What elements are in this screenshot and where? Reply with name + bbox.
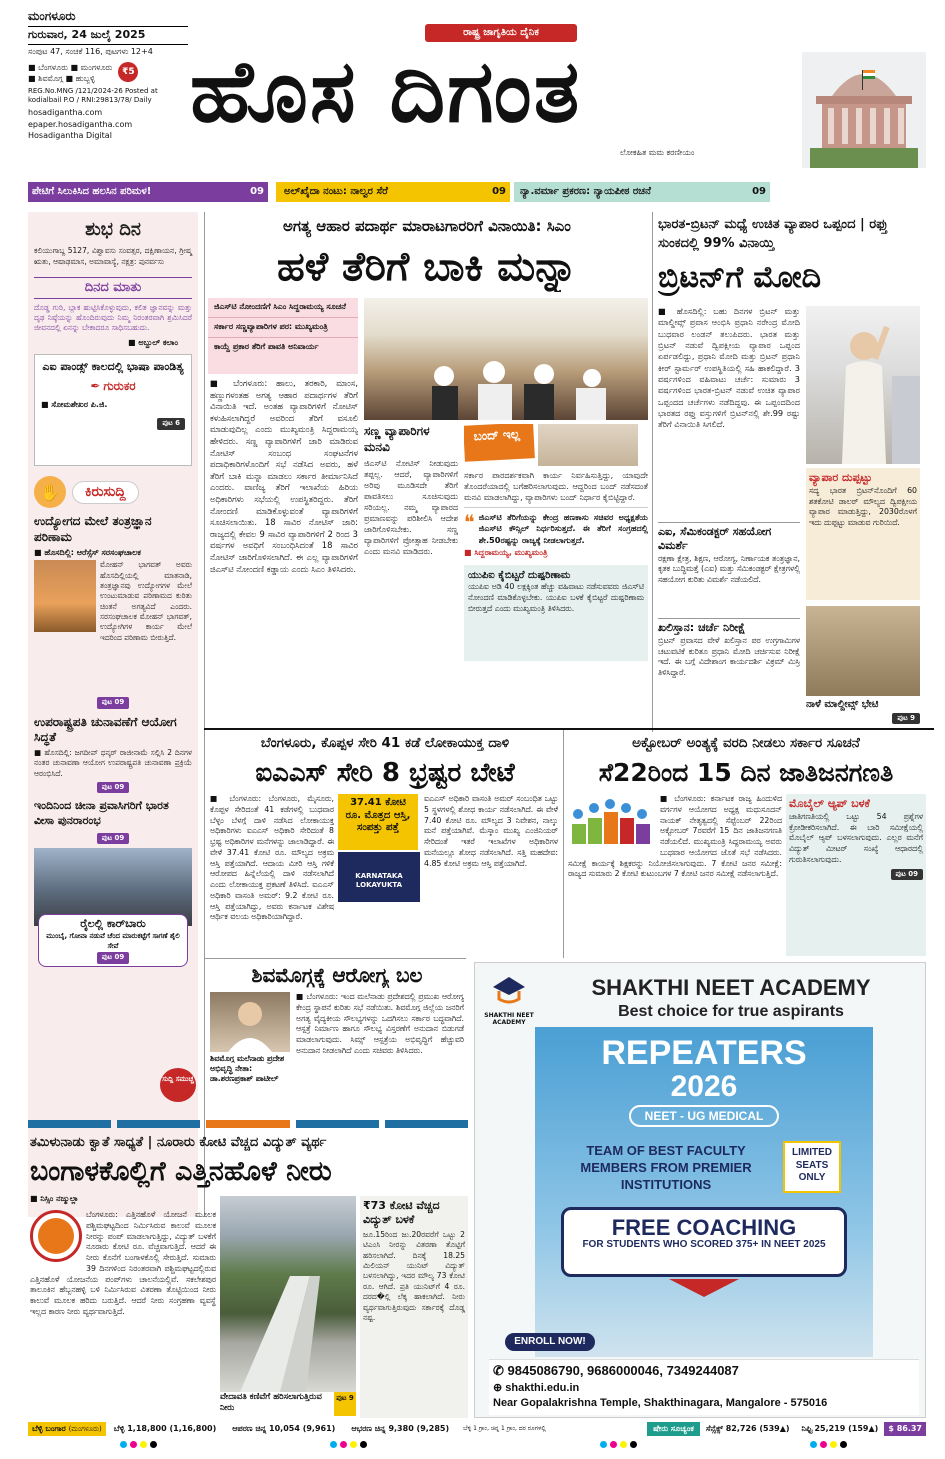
ad-year: 2026 — [670, 1070, 738, 1103]
maldives-photo — [806, 606, 920, 696]
market-strip — [28, 1422, 926, 1436]
registration-dots — [810, 1440, 870, 1450]
ad-free-sub: FOR STUDENTS WHO SCORED 375+ IN NEET 2025 — [582, 1239, 826, 1250]
census-headline: ಸೆ22ರಿಂದ 15 ದಿನ ಜಾತಿಜನಗಣತಿ — [598, 758, 894, 787]
column-author: ■ ಸೋಮಶೇಖರ ಪಿ.ಜಿ. — [41, 400, 108, 410]
power-box — [360, 1196, 468, 1418]
s2-heading: ಉಪರಾಷ್ಟ್ರಪತಿ ಚುನಾವಣೆಗೆ ಆಯೋಗ ಸಿದ್ಧತೆ — [34, 714, 177, 745]
sudhi-badge: ಸುದ್ದಿ ಸಮುಚ್ಚ — [160, 1068, 196, 1102]
ad-tagline: Best choice for true aspirants — [618, 1003, 844, 1020]
census-page: ಪುಟ 09 — [891, 869, 923, 880]
upi-text: ಯುಪಿಐ ಅಡಿ 40 ಲಕ್ಷಕ್ಕಿಂತ ಹೆಚ್ಚು ವಹಿವಾಟು ನಡೆಸುವವರು ಜಿಎಸ್‌ಟಿ ನೋಂದಣಿ ಮಾಡಿಕೊಳ್ಳಬೇಕು. ಯುಪಿಐ ಬಳಕೆ ಕೈಬಿಟ್ಟರೆ ದುಷ್ಪರಿಣಾಮ ಬೀರುತ್ತದೆ ಎಂದು ಮುಖ್ಯಮಂತ್ರಿ ತಿಳಿಸಿದರು. — [468, 582, 644, 613]
masthead-info — [28, 8, 188, 178]
dub-head: ವ್ಯಾಪಾರ ದುಪ್ಪಟ್ಟು — [809, 471, 873, 484]
teaser-link-3[interactable]: ನ್ಯಾ.ವರ್ಮಾ ಪ್ರಕರಣ: ನ್ಯಾಯಪೀಠ ರಚನೆ 09 — [514, 182, 770, 202]
loka-sign-text: KARNATAKA LOKAYUKTA — [355, 872, 403, 890]
ad-address: Near Gopalakrishna Temple, Shakthinagara, Mangalore - 575016 — [493, 1397, 828, 1410]
registration-dots — [600, 1440, 660, 1450]
cm-meeting-photo — [364, 298, 648, 420]
ai-box — [658, 522, 800, 614]
shakthi-ad[interactable] — [474, 962, 926, 1418]
ad-repeaters: REPEATERS — [601, 1034, 807, 1072]
s1-sub: ■ ಹೊಸದಿಲ್ಲಿ: ಆರೆಸ್ಸೆಸ್ ಸರಸಂಘಚಾಲಕ — [34, 547, 141, 557]
lead-body-col — [210, 378, 358, 718]
registration-dots — [120, 1440, 180, 1450]
newspaper-title: ಹೊಸ ದಿಗಂತ — [190, 42, 582, 142]
river-page: ಪುಟ 9 — [334, 1392, 356, 1416]
dub-text: ಸದ್ಯ ಭಾರತ ಬ್ರಿಟನ್‌ನೊಂದಿಗೆ 60 ಶತಕೋಟಿ ಡಾಲರ್ ಮೌಲ್ಯದ ದ್ವಿಪಕ್ಷೀಯ ವ್ಯಾಪಾರ ಮಾಡುತ್ತಿದ್ದು, 2030ರೊಳಗೆ ಇದು ದುಪ್ಪಟ್ಟು ಮಾಡುವ ಗುರಿಯಿದೆ. — [809, 485, 917, 528]
upi-head: ಯುಪಿಐ ಕೈಬಿಟ್ಟರೆ ದುಷ್ಪರಿಣಾಮ — [468, 569, 571, 581]
column-page: ಪುಟ 6 — [157, 418, 185, 429]
ai-text: ರಕ್ಷಣಾ ಕ್ಷೇತ್ರ, ಶಿಕ್ಷಣ, ಆರೋಗ್ಯ, ನಿರ್ಣಾಯಕ ತಂತ್ರಜ್ಞಾನ, ಕೃತಕ ಬುದ್ಧಿಮತ್ತೆ (ಎಐ) ಮತ್ತು ಸೆಮಿಕಂಡಕ್ಟರ್ ಕ್ಷೇತ್ರಗಳಲ್ಲಿ ಸಹಯೋಗ ಕುರಿತು ವಿಮರ್ಶೆ ನಡೆಯಲಿದೆ. — [658, 553, 800, 585]
globe-icon: ⊕ — [493, 1381, 503, 1394]
supreme-court-image — [802, 52, 926, 168]
price-badge: ₹5 — [118, 62, 138, 82]
edition-line: ■ ಬೆಂಗಳೂರು ■ ಮಂಗಳೂರು — [28, 62, 113, 72]
loka-body: ■ ಬೆಂಗಳೂರು: ಬೆಂಗಳೂರು, ಮೈಸೂರು, ಕೊಪ್ಪಳ ಸೇರಿದಂತೆ 41 ಕಡೆಗಳಲ್ಲಿ ಬುಧವಾರ ಬೆಳ್ಳಂ ಬೆಳಗ್ಗೆ ದಾಳಿ ನಡೆಸಿದ ಲೋಕಾಯುಕ್ತ ಅಧಿಕಾರಿಗಳು ಐಎಎಸ್ ಅಧಿಕಾರಿ ಸೇರಿದಂತೆ 8 ಭ್ರಷ್ಟ ಅಧಿಕಾರಿಗಳ ಮನೆಗಳನ್ನು ಜಾಲಾಡಿದ್ದಾರೆ. ಈ ವೇಳೆ 37.41 ಕೋಟಿ ರೂ. ಮೌಲ್ಯದ ಅಕ್ರಮ ಆಸ್ತಿ ಪತ್ತೆಯಾಗಿದೆ. ಆದಾಯ ಮೀರಿ ಆಸ್ತಿ ಗಳಿಕೆ ಆರೋಪದ ಹಿನ್ನೆಲೆಯಲ್ಲಿ ದಾಳಿ ನಡೆಸಲಾಗಿದೆ ಎಂದು ಲೋಕಾಯುಕ್ತ ಪ್ರಕಟಣೆ ತಿಳಿಸಿದೆ. ಐಎಎಸ್ ಅಧಿಕಾರಿ ವಾಸಂತಿ ಅಮರ್: 9.2 ಕೋಟಿ ರೂ. ಆಸ್ತಿ ಪತ್ತೆಯಾಗಿದ್ದು, ಅವರು ಕರ್ನಾಟಕ ವಿಶೇಷ ಆರ್ಥಿಕ ವಲಯ ಅಧಿಕಾರಿಯಾಗಿದ್ದಾರೆ. — [210, 794, 334, 922]
lead-headline: ಹಳೆ ತೆರಿಗೆ ಬಾಕಿ ಮನ್ನಾ — [277, 244, 577, 290]
lead-body: ■ ಬೆಂಗಳೂರು: ಹಾಲು, ತರಕಾರಿ, ಮಾಂಸ, ಹಣ್ಣುಗಳಂತಹ ಅಗತ್ಯ ಆಹಾರ ಪದಾರ್ಥಗಳ ತೆರಿಗೆ ವಿನಾಯಿತಿ ಇದೆ. ಅಂತಹ ವ್ಯಾಪಾರಿಗಳಿಗೆ ನೋಟಿಸ್ ಕಳುಹಿಸಲಾಗಿದ್ದರೆ ಅವರಿಂದ ತೆರಿಗೆ ವಸೂಲಿ ಮಾಡುವುದಿಲ್ಲ ಎಂದು ಮುಖ್ಯಮಂತ್ರಿ ಸಿದ್ದರಾಮಯ್ಯ ಹೇಳಿದರು. ಸಣ್ಣ ವ್ಯಾಪಾರಿಗಳಿಗೆ ಜಾರಿ ಮಾಡಿರುವ ನೋಟಿಸ್ ಸಂಬಂಧ ಸಂಘಟನೆಗಳ ಪದಾಧಿಕಾರಿಗಳೊಂದಿಗೆ ಸಭೆ ನಡೆಸಿದ ಅವರು, ಹಳೆ ತೆರಿಗೆ ಬಾಕಿ ಮನ್ನಾ ಮಾಡಲು ಸರ್ಕಾರ ತೀರ್ಮಾನಿಸಿದೆ ಎಂದರು. ವಾಣಿಜ್ಯ ತೆರಿಗೆ ಇಲಾಖೆಯ ಹಿರಿಯ ಅಧಿಕಾರಿಗಳು ಸಭೆಯಲ್ಲಿ ಉಪಸ್ಥಿತರಿದ್ದರು. ತೆರಿಗೆ ನೋಂದಣಿ ಮಾಡಿಕೊಳ್ಳುವಂತೆ ವ್ಯಾಪಾರಿಗಳಿಗೆ ಸೂಚಿಸಲಾಯಿತು. 18 ಸಾವಿರ ನೋಟಿಸ್ ಜಾರಿ: ರಾಜ್ಯದಲ್ಲಿ ಕೇವಲ 9 ಸಾವಿರ ವ್ಯಾಪಾರಿಗಳಿಗೆ 2 ರಿಂದ 3 ವರ್ಷಗಳ ಅವಧಿಗೆ ಸಂಬಂಧಿಸಿದಂತೆ 18 ಸಾವಿರ ನೋಟಿಸ್ ಜಾರಿಗೊಳಿಸಲಾಗಿದೆ. ಈ ಎಲ್ಲ ವ್ಯಾಪಾರಿಗಳಿಗೆ ಜಿಎಸ್‌ಟಿ ನೋಂದಣಿ ಕಡ್ಡಾಯ ಎಂದು ಸಿಎಂ ತಿಳಿಸಿದರು. — [210, 378, 358, 574]
shivamogga-body-col — [296, 992, 464, 1122]
maldives-text: ನಾಳೆ ಮಾಲ್ದೀವ್ಸ್ ಭೇಟಿ — [806, 699, 879, 710]
shubha-title: ಶುಭ ದಿನ — [85, 219, 141, 240]
rail-title: ರೈಲಲ್ಲಿ ಕಾರ್‌ಬಾರು — [80, 917, 146, 931]
kh-box — [658, 618, 800, 726]
bhagwat-photo — [34, 560, 96, 632]
vishesha-logo — [30, 1210, 82, 1262]
dollar-rate: $ 86.37 — [884, 1422, 926, 1436]
ad-name: SHAKTHI NEET ACADEMY — [591, 975, 871, 1000]
s3-page: ಪುಟ 09 — [97, 833, 129, 844]
power-text: ಜೂ.15ರಿಂದ ಜು.20ರವರೆಗೆ ಒಟ್ಟು 2 ಟಿಎಂಸಿ ನೀರನ್ನು ವಿತರಣಾ ತೊಟ್ಟಿಗೆ ಹರಿಸಲಾಗಿದೆ. ದಿನಕ್ಕೆ 18.25 ಮಿಲಿಯನ್ ಯುನಿಟ್ ವಿದ್ಯುತ್ ಬಳಸಲಾಗಿದ್ದು, ಇದರ ಮೌಲ್ಯ 73 ಕೋಟಿ ರೂ. ಆಗಿದೆ. ಪ್ರತಿ ಯುನಿಟ್‌ಗೆ 4 ರೂ. ದರದ�ಲ್ಲಿ ಲೆಕ್ಕ ಹಾಕಲಾಗಿದೆ. ನೀರು ವ್ಯರ್ಥವಾಗುತ್ತಿರುವುದು ಸರ್ಕಾರಕ್ಕೆ ದೊಡ್ಡ ನಷ್ಟ. — [363, 1229, 465, 1323]
shivamogga-headline: ಶಿವಮೊಗ್ಗಕ್ಕೆ ಆರೋಗ್ಯ ಬಲ — [251, 963, 423, 987]
ad-course: NEET - UG MEDICAL — [629, 1105, 779, 1127]
share-label: ಷೇರು ಸೂಚ್ಯಂಕ — [647, 1422, 700, 1436]
ad-contact — [489, 1359, 919, 1415]
dina-author: ■ ಅಬ್ದುಲ್ ಕಲಾಂ — [127, 337, 178, 347]
minister-photo — [210, 992, 290, 1052]
column-box — [34, 354, 192, 466]
river-byline: ■ ನಿಸ್ಸಿಂ ನಜ್ಮುಲ್ಲಾ — [30, 1194, 79, 1203]
bullet-item: ಜಿಎಸ್‌ಟಿ ನೋಂದಣಿಗೆ ಸಿಎಂ ಸಿದ್ದರಾಮಯ್ಯ ಸೂಚನೆ — [208, 298, 358, 318]
river-kicker: ತಮಿಳುನಾಡು ಕ್ವಾತೆ ಸಾಧ್ಯತೆ | ನೂರಾರು ಕೋಟಿ ವೆಚ್ಚದ ವಿದ್ಯುತ್ ವ್ಯರ್ಥ — [30, 1135, 327, 1150]
s1-text: ಮೋಹನ್ ಭಾಗವತ್ ಅವರು ಹೊಸದಿಲ್ಲಿಯಲ್ಲಿ ಮಾತನಾಡಿ, ತಂತ್ರಜ್ಞಾನವು ಉದ್ಯೋಗಗಳ ಮೇಲೆ ಉಂಟುಮಾಡುವ ಪರಿಣಾಮದ ಕುರಿತು ಚಿಂತನೆ ಅಗತ್ಯವಿದೆ ಎಂದರು. ಸರಸಂಘಚಾಲಕ ಮೋಹನ್ ಭಾಗವತ್, ಉದ್ಯೋಗಿಗಳ ಕಾರ್ಯ ಮೇಲೆ ಇದರಿಂದ ಪರಿಣಾಮ ಬೀರುತ್ತಿದೆ. — [100, 560, 192, 642]
uk-body-col — [658, 306, 800, 518]
loka-box — [338, 794, 418, 850]
census-body-col — [568, 794, 782, 956]
shivamogga-body: ■ ಬೆಂಗಳೂರು: ಇಂದ ಮಲೆನಾಡು ಪ್ರದೇಶದಲ್ಲಿ ಪ್ರಮುಖ ಆರೋಗ್ಯ ಕೇಂದ್ರ ಸ್ಥಾಪನೆ ಕುರಿತು ಸಭೆ ನಡೆಯಿತು. ಶಿವಮೊಗ್ಗ ಜಿಲ್ಲೆಯ ಜನರಿಗೆ ಅಗತ್ಯ ವೈದ್ಯಕೀಯ ಸೌಲಭ್ಯಗಳನ್ನು ಒದಗಿಸಲು ಸರ್ಕಾರ ಬದ್ಧವಾಗಿದೆ. ಆಸ್ಪತ್ರೆ ನಿರ್ಮಾಣ ಹಾಗೂ ಸೌಲಭ್ಯ ವಿಸ್ತರಣೆಗೆ ಅನುದಾನ ಬಿಡುಗಡೆ ಮಾಡಲಾಗುವುದು. ಸಿಮ್ಸ್ ಆಸ್ಪತ್ರೆಯ ಅಭಿವೃದ್ಧಿಗೆ ಹೆಚ್ಚುವರಿ ಅನುದಾನ ನೀಡಲಾಗಿದೆ ಎಂದು ಸಚಿವರು ತಿಳಿಸಿದರು. — [296, 992, 464, 1055]
nifty: ನಿಫ್ಟಿ 25,219 (159▲) — [801, 1423, 879, 1433]
gst-quote: ಜಿಎಸ್‌ಟಿ ತೆರಿಗೆಯನ್ನು ಕೇಂದ್ರ ಹಣಕಾಸು ಸಚಿವರ ಅಧ್ಯಕ್ಷತೆಯ ಜಿಎಸ್‌ಟಿ ಕೌನ್ಸಿಲ್ ನಿರ್ಧರಿಸುತ್ತದೆ. ಈ ತೆರಿಗೆ ಸಂಗ್ರಹದಲ್ಲಿ ಶೇ.50ರಷ್ಟನ್ನು ರಾಜ್ಯಕ್ಕೆ ನೀಡಲಾಗುತ್ತದೆ. — [478, 512, 648, 545]
teaser-link-2[interactable]: ಅಲ್‌ಖೈದಾ ನಂಟು: ನಾಲ್ವರ ಸೆರೆ 09 — [276, 182, 510, 202]
canal-caption: ವೇದಾವತಿ ಕಣಿವೆಗೆ ಹರಿಸಲಾಗುತ್ತಿರುವ ನೀರು — [220, 1392, 322, 1414]
pen-icon: ✒ — [90, 379, 101, 394]
s2-text: ■ ಹೊಸದಿಲ್ಲಿ: ಜಗದೀಪ್ ಧನ್ಕರ್ ರಾಜೀನಾಮೆ ಸಲ್ಲಿಸಿ 2 ದಿನಗಳ ನಂತರ ಚುನಾವಣಾ ಆಯೋಗ ಉಪರಾಷ್ಟ್ರಪತಿ ಚುನಾವಣಾ ಪ್ರಕ್ರಿಯೆ ಆರಂಭಿಸಿದೆ. — [34, 747, 192, 778]
bullet-item: ಕಾಯ್ದೆ ಪ್ರಕಾರ ತೆರಿಗೆ ಪಾವತಿ ಅನಿವಾರ್ಯ — [214, 341, 319, 351]
shivamogga-caption: ಶಿವಮೊಗ್ಗ ಮಲೆನಾಡು ಪ್ರದೇಶ ಅಭಿವೃದ್ಧಿ ನೇತಾ: ಡಾ.ಶರಣಪ್ರಕಾಶ್ ಪಾಟೀಲ್ — [210, 1054, 294, 1118]
quote-icon: ❝ — [464, 510, 475, 535]
dina-text: ದೊಡ್ಡ ಗುರಿ, ಬ್ಲಾಕ ಹುಟ್ಟಿಸಿಕೊಳ್ಳುವುದು, ಕಲಿತ ಜ್ಞಾನವನ್ನು ಮತ್ತು ದೃಢ ನಿಷ್ಠೆಯನ್ನು ಹೊಂದಿರುವುದು ನಿಮ್ಮ ನಿರಂತರವಾಗಿ ಶ್ರಮಿಸಿದರೆ ಜೀವನದಲ್ಲಿ ಏನನ್ನು ಬೇಕಾದರೂ ಸಾಧಿಸಬಹುದು. — [34, 302, 192, 333]
edition-line: ■ ಶಿವಮೊಗ್ಗ ■ ಹುಬ್ಬಳ್ಳಿ — [28, 74, 95, 84]
loka-sign-photo — [338, 852, 420, 902]
column-name: ಗುರುಕರ — [103, 379, 136, 394]
lead-sidebar — [364, 424, 458, 719]
loka-body-col — [210, 794, 334, 954]
lead-right — [464, 424, 648, 724]
ad-free: FREE COACHING — [611, 1215, 797, 1240]
gst-author: ■ ಸಿದ್ದರಾಮಯ್ಯ, ಮುಖ್ಯಮಂತ್ರಿ — [464, 548, 548, 558]
loka-body2: ಐಎಎಸ್ ಅಧಿಕಾರಿ ವಾಸಂತಿ ಅಮರ್ ಸಂಬಂಧಿತ ಒಟ್ಟು 5 ಸ್ಥಳಗಳಲ್ಲಿ ಶೋಧ ಕಾರ್ಯ ನಡೆಸಲಾಗಿದೆ. ಈ ವೇಳೆ 7.40 ಕೋಟಿ ರೂ. ಮೌಲ್ಯದ 3 ನಿವೇಶನ, ನಾಲ್ಕು ಮನೆ ಪತ್ತೆಯಾಗಿವೆ. ಮೆಸ್ಕಾಂ ಮುಖ್ಯ ಎಂಜಿನಿಯರ್ ಸೇರಿದಂತೆ ಇತರೆ ಇಲಾಖೆಗಳ ಅಧಿಕಾರಿಗಳ ಮನೆಯಲ್ಲೂ ಶೋಧ ನಡೆಸಲಾಗಿದೆ. ಸತ್ತಿ ಮಹದೇವ: 4.85 ಕೋಟಿ ಅಕ್ರಮ ಆಸ್ತಿ ಪತ್ತೆಯಾಗಿದೆ. — [424, 794, 558, 868]
kiru-heading: ಕಿರುಸುದ್ದಿ — [72, 481, 139, 504]
dub-box — [806, 468, 920, 600]
uk-body: ■ ಹೊಸದಿಲ್ಲಿ: ಬಹು ದಿನಗಳ ಬ್ರಿಟನ್ ಮತ್ತು ಮಾಲ್ಡೀವ್ಸ್ ಪ್ರವಾಸ ಆಂಭಿಸಿ ಪ್ರಧಾನಿ ನರೇಂದ್ರ ಮೋದಿ ಬುಧವಾರ ಲಂಡನ್ ತಲುಪಿದರು. ಭಾರತ ಮತ್ತು ಬ್ರಿಟನ್ ನಡುವೆ ದ್ವಿಪಕ್ಷೀಯ ವ್ಯಾಪಾರ ಒಪ್ಪಂದ ಏರ್ಪಡಲಿದ್ದು, ಪ್ರಧಾನಿ ಮೋದಿ ಮತ್ತು ಬ್ರಿಟನ್ ಪ್ರಧಾನಿ ಕೀರ್ ಸ್ಟಾರ್ಮರ್ ಉಪಸ್ಥಿತಿಯಲ್ಲಿ ಸಹಿ ಹಾಕಲಿದ್ದಾರೆ. 3 ವರ್ಷಗಳಿಂದ ವಹಿವಾಟು ಚರ್ಚೆ: ಸುಮಾರು 3 ವರ್ಷಗಳಿಂದ ಭಾರತ-ಬ್ರಿಟನ್ ನಡುವೆ ಉಚಿತ ವ್ಯಾಪಾರ ಒಪ್ಪಂದದ ಚರ್ಚೆಗಳು ನಡೆದಿದ್ದವು. ಈ ಒಪ್ಪಂದದಿಂದ ಭಾರತದ ರಫ್ತು ವಸ್ತುಗಳಿಗೆ ಬ್ರಿಟನ್‌ನಲ್ಲಿ ಶೇ.99 ರಷ್ಟು ತೆರಿಗೆ ವಿನಾಯಿತಿ ಸಿಗಲಿದೆ. — [658, 306, 800, 430]
cm-photo — [538, 424, 638, 466]
s2-page: ಪುಟ 09 — [97, 782, 129, 793]
uk-headline: ಬ್ರಿಟನ್‌ಗೆ ಮೋದಿ — [658, 260, 821, 295]
lead-sub-text: ಜಿಎಸ್‌ಟಿ ನೋಟಿಸ್ ನೀಡುವುದು ತಪ್ಪಲ್ಲ. ಆದರೆ, ವ್ಯಾಪಾರಿಗಳಿಗೆ ಅರಿವು ಮೂಡಿಸದೇ ತೆರಿಗೆ ಪಾವತಿಸಲು ಸೂಚಿಸುವುದು ಸರಿಯಲ್ಲ. ನಮ್ಮ ವ್ಯಾಪಾರದ ಪ್ರಮಾಣವನ್ನು ಪರಿಶೀಲಿಸಿ ಆದೇಶ ಜಾರಿಗೊಳಿಸಬೇಕು. ಸಣ್ಣ ವ್ಯಾಪಾರಿಗಳಿಗೆ ಪ್ರೋತ್ಸಾಹ ನೀಡಬೇಕು ಎಂದು ಮನವಿ ಮಾಡಿದರು. — [364, 459, 458, 557]
phone-icon: ✆ — [493, 1363, 504, 1378]
shubha-text: ಕಲಿಯುಗಾಬ್ದ 5127, ವಿಶ್ವಾವಸು ಸಂವತ್ಸರ, ದಕ್ಷಿಣಾಯನ, ಗ್ರೀಷ್ಮ ಋತು, ಆಷಾಢಮಾಸ, ಅಮಾವಾಸ್ಯೆ, ನಕ್ಷತ್ರ: ಪುನರ್ವಸು — [34, 246, 192, 266]
rail-page: ಪುಟ 09 — [97, 952, 129, 963]
website-link[interactable]: hosadigantha.com — [28, 108, 103, 118]
dollar-icon: $ — [888, 1424, 894, 1433]
bullet-item: ಸರ್ಕಾರ ಸಣ್ಣವ್ಯಾಪಾರಿಗಳ ಪರ: ಮುಖ್ಯಮಂತ್ರಿ — [208, 318, 358, 338]
ad-limited: LIMITED SEATS ONLY — [783, 1141, 841, 1193]
census-body: ■ ಬೆಂಗಳೂರು: ಕರ್ನಾಟಕ ರಾಜ್ಯ ಹಿಂದುಳಿದ ವರ್ಗಗಳ ಆಯೋಗದ ಅಧ್ಯಕ್ಷ ಮಧುಸೂದನ್ ನಾಯಕ್ ನೇತೃತ್ವದಲ್ಲಿ ಸೆಪ್ಟೆಂಬರ್ 22ರಿಂದ ಅಕ್ಟೋಬರ್ 7ರವರೆಗೆ 15 ದಿನ ಜಾತಿಜನಗಣತಿ ನಡೆಯಲಿದೆ. ಮುಖ್ಯಮಂತ್ರಿ ಸಿದ್ದರಾಮಯ್ಯ ಅವರು ಬುಧವಾರ ಆಯೋಗದ ಜೊತೆ ಸಭೆ ನಡೆಸಿದರು. ಸಮೀಕ್ಷೆ ಕಾರ್ಯಕ್ಕೆ ಶಿಕ್ಷಕರನ್ನು ನಿಯೋಜಿಸಲಾಗುವುದು. 7 ಕೋಟಿ ಜನರ ಸಮೀಕ್ಷೆ: ರಾಜ್ಯದ ಸುಮಾರು 2 ಕೋಟಿ ಕುಟುಂಬಗಳ 7 ಕೋಟಿ ಜನರ ಸಮೀಕ್ಷೆ ನಡೆಸಲಾಗುತ್ತಿದೆ. — [568, 794, 782, 879]
uk-page: ಪುಟ 9 — [892, 713, 920, 724]
rate-note: ಬೆಳ್ಳಿ 1 ಗ್ರಾಂ, ಚಿನ್ನ 1 ಗ್ರಾಂ, ದರ ರೂಗಳಲ್ಲಿ — [463, 1424, 546, 1432]
column-title: ಎಐ ಪಾಂಡ್ಸ್ ಕಾಲದಲ್ಲಿ ಭಾಷಾ ಪಾಂಡಿತ್ಯ — [42, 360, 184, 374]
lead-bullets — [208, 298, 358, 374]
river-headline: ಬಂಗಾಳಕೊಲ್ಲಿಗೆ ಎತ್ತಿನಹೊಳೆ ನೀರು — [30, 1156, 332, 1187]
gold-rate: ಆಪರಣ ಚಿನ್ನ 10,054 (9,961) — [232, 1423, 336, 1433]
gold-rate-2: ಆಭರಣ ಚಿನ್ನ 9,380 (9,285) — [351, 1423, 450, 1433]
ad-faculty: TEAM OF BEST FACULTY MEMBERS FROM PREMIER INSTITUTIONS — [580, 1143, 752, 1192]
mobile-head: ಮೊಬೈಲ್ ಆ್ಯಪ್ ಬಳಕೆ — [789, 797, 870, 810]
lokayukta-headline: ಐಎಎಸ್ ಸೇರಿ 8 ಭ್ರಷ್ಟರ ಬೇಟೆ — [255, 758, 515, 788]
registration-dots — [330, 1440, 390, 1450]
river-body: ಬೆಂಗಳೂರು: ಎತ್ತಿನಹೊಳೆ ಯೋಜನೆ ಮೂಲಕ ಪಶ್ಚಿಮಘಟ್ಟದಿಂದ ನಿರ್ಮಿಸಿರುವ ಕಾಲುವೆ ಮೂಲಕ ನೀರನ್ನು ಪಂಪ್ ಮಾಡಲಾಗುತ್ತಿದ್ದು, ವಿದ್ಯುತ್ ಬಳಕೆಗೆ ನೂರಾರು ಕೋಟಿ ರೂ. ವೆಚ್ಚವಾಗುತ್ತಿದೆ. ಆದರೆ ಈ ನೀರು ಕೊನೆಗೆ ಬಂಗಾಳಕೊಲ್ಲಿ ಸೇರುತ್ತಿದೆ. ಸುಮಾರು 39 ದಿನಗಳಿಂದ ನಿರಂತರವಾಗಿ ಪಶ್ಚಿಮಘಟ್ಟದಲ್ಲಿರುವ ಎತ್ತಿನಹೊಳೆ ಯೋಜನೆಯ ಪಂಪ್‌ಗಳು ಚಾಲನೆಯಲ್ಲಿವೆ. ಸಕಲೇಶಪುರ ತಾಲೂಕಿನ ಹೆಬ್ಬನಹಳ್ಳಿ ಬಳಿ ನಿರ್ಮಿಸಿರುವ ವಿತರಣಾ ತೊಟ್ಟಿಯಿಂದ ನೀರು ಕಾಲುವೆ ಮೂಲಕ ಹರಿದು ಬರುತ್ತಿದೆ. ಆದರೆ ನೀರು ಸಂಗ್ರಹಣಾ ವ್ಯವಸ್ಥೆ ಇಲ್ಲದ ಕಾರಣ ನೀರು ವ್ಯರ್ಥವಾಗುತ್ತಿದೆ. — [30, 1210, 216, 1316]
enroll-button[interactable]: ENROLL NOW! — [505, 1333, 595, 1351]
sensex: ಸೆನ್ಸೆಕ್ಸ್ 82,726 (539▲) — [705, 1423, 790, 1433]
tagline: ರಾಷ್ಟ್ರ ಜಾಗೃತಿಯ ದೈನಿಕ — [425, 24, 577, 42]
silver-rate: ಬೆಳ್ಳಿ 1,18,800 (1,16,800) — [113, 1423, 217, 1433]
newspaper-subtitle: ಲೋಕಹಿತ ಮಮ ಕರಣೀಯಂ — [620, 148, 695, 157]
date: ಗುರುವಾರ, 24 ಜುಲೈ 2025 — [28, 26, 188, 45]
divider-stripes — [28, 1120, 468, 1128]
ad-phone: 9845086790, 9686000046, 7349244087 — [507, 1363, 739, 1378]
hand-icon: ✋ — [34, 476, 66, 508]
s3-heading: ಇಂದಿನಿಂದ ಚೀನಾ ಪ್ರವಾಸಿಗರಿಗೆ ಭಾರತ ವೀಸಾ ಪುನರಾರಂಭ — [34, 799, 169, 827]
arrow-down-icon — [669, 1279, 739, 1297]
uk-kicker: ಭಾರತ-ಬ್ರಿಟನ್ ಮಧ್ಯೆ ಉಚಿತ ವ್ಯಾಪಾರ ಒಪ್ಪಂದ | ರಫ್ತು ಸುಂಕದಲ್ಲಿ 99% ವಿನಾಯ್ತಿ — [658, 217, 888, 251]
reg-number: REG.No.MNG /121/2024-26 Posted at kodialbail P.O / RNI:29813/78/ Daily — [28, 87, 158, 105]
bandh-text: ಸರ್ಕಾರ ಪಾರದರ್ಶಕವಾಗಿ ಕಾರ್ಯ ನಿರ್ವಹಿಸುತ್ತಿದ್ದು, ಯಾವುದೇ ತೊಂದರೆಯಾದಲ್ಲಿ ಬಗೆಹರಿಸಲಾಗುವುದು. ಆದ್ದರಿಂದ ಬಂದ್ ನಡೆಸದಂತೆ ಮನವಿ ಮಾಡಲಾಗಿದ್ದು, ವ್ಯಾಪಾರಿಗಳು ಬಂದ್ ನಿರ್ಧಾರ ಕೈಬಿಟ್ಟಿದ್ದಾರೆ. — [464, 471, 648, 503]
epaper-link[interactable]: epaper.hosadigantha.com — [28, 119, 133, 129]
s1-page: ಪುಟ 09 — [97, 697, 129, 708]
lead-sub-head: ಸಣ್ಣ ವ್ಯಾಪಾರಿಗಳ ಮನವಿ — [364, 424, 430, 454]
mobile-text: ಜಾತಿಗಣತಿಯಲ್ಲಿ ಒಟ್ಟು 54 ಪ್ರಶ್ನೆಗಳ ಕ್ರೋಡೀಕರಿಸಲಾಗಿದೆ. ಈ ಬಾರಿ ಸಮೀಕ್ಷೆಯಲ್ಲಿ ಮೊಬೈಲ್ ಆ್ಯಪ್ ಬಳಸಲಾಗುವುದು. ಎಲ್ಲರ ಮನೆಗೆ ವಿದ್ಯುತ್ ಮೀಟರ್ ಸಂಖ್ಯೆ ಆಧಾರದಲ್ಲಿ ಗುರುತಿಸಲಾಗುವುದು. — [789, 811, 923, 864]
census-graphic — [568, 794, 656, 846]
shakthi-logo: SHAKTHI NEET ACADEMY — [481, 969, 537, 1029]
lead-kicker: ಅಗತ್ಯ ಆಹಾರ ಪದಾರ್ಥ ಮಾರಾಟಗಾರರಿಗೆ ವಿನಾಯಿತಿ: ಸಿಎಂ — [283, 217, 571, 235]
kh-text: ಬ್ರಿಟನ್ ಪ್ರವಾಸದ ವೇಳೆ ಖಲಿಸ್ತಾನ ಪರ ಉಗ್ರಗಾಮಿಗಳ ಚಟುವಟಿಕೆ ಕುರಿತೂ ಪ್ರಧಾನಿ ಮೋದಿ ಚರ್ಚಿಸುವ ನಿರೀಕ್ಷೆ ಇದೆ. ಈ ಬಗ್ಗೆ ವಿದೇಶಾಂಗ ಕಾರ್ಯದರ್ಶಿ ವಿಕ್ರಮ್ ಮಿಸ್ರಿ ತಿಳಿಸಿದ್ದಾರೆ. — [658, 635, 800, 678]
maldives-box — [806, 606, 920, 726]
dina-title: ದಿನದ ಮಾತು — [34, 277, 192, 299]
rail-text: ಮುಂಬೈ, ಗೋವಾ ನಡುವೆ ಚೆಂದ ಮಾರುಕಟ್ಟೆಗೆ ಸಾಗಣೆ ಶೈಲಿ ಸೇವೆ — [46, 932, 180, 950]
teaser-link-1[interactable]: ಪೇಟಿಗೆ ಸಿಲುಕಿಸಿದ ಹಲಸಿನ ಪರಿಮಳ! 09 — [28, 182, 268, 202]
canal-photo — [220, 1196, 356, 1392]
lokayukta-kicker: ಬೆಂಗಳೂರು, ಕೊಪ್ಪಳ ಸೇರಿ 41 ಕಡೆ ಲೋಕಾಯುಕ್ತ ದಾಳಿ — [260, 735, 510, 751]
census-kicker: ಅಕ್ಟೋಬರ್ ಅಂತ್ಯಕ್ಕೆ ವರದಿ ನೀಡಲು ಸರ್ಕಾರ ಸೂಚನೆ — [632, 735, 860, 751]
kh-head: ಖಲಿಸ್ತಾನ: ಚರ್ಚೆ ನಿರೀಕ್ಷೆ — [658, 618, 800, 636]
market-label: ಬೆಳ್ಳಿ ಬಂಗಾರ (ಮಂಗಳೂರು) — [28, 1422, 106, 1436]
bandh-badge: ಬಂದ್ ಇಲ್ಲ — [464, 424, 535, 462]
modi-photo — [806, 306, 920, 464]
city: ಮಂಗಳೂರು — [28, 9, 76, 23]
mobile-box — [786, 794, 926, 956]
issue-info: ಸಂಪುಟ 47, ಸಂಚಿಕೆ 116, ಪುಟಗಳು 12+4 — [28, 47, 153, 57]
youtube-link[interactable]: Hosadigantha Digital — [28, 130, 112, 140]
s1-heading: ಉದ್ಯೋಗದ ಮೇಲೆ ತಂತ್ರಜ್ಞಾನ ಪರಿಣಾಮ — [34, 514, 152, 544]
loka-body2-col — [424, 794, 558, 954]
ai-head: ಎಐ, ಸೆಮಿಕಂಡಕ್ಟರ್ ಸಹಯೋಗ ವಿಮರ್ಶೆ — [658, 522, 800, 554]
loka-box-text: 37.41 ಕೋಟಿ ರೂ. ಮೊತ್ತದ ಆಸ್ತಿ, ಸಂಪತ್ತು ಪತ್ತೆ — [345, 797, 411, 833]
power-head: ₹73 ಕೋಟಿ ವೆಚ್ಚದ ವಿದ್ಯುತ್ ಬಳಕೆ — [363, 1199, 440, 1227]
river-body-col — [30, 1210, 216, 1410]
ad-web[interactable]: shakthi.edu.in — [505, 1381, 580, 1394]
